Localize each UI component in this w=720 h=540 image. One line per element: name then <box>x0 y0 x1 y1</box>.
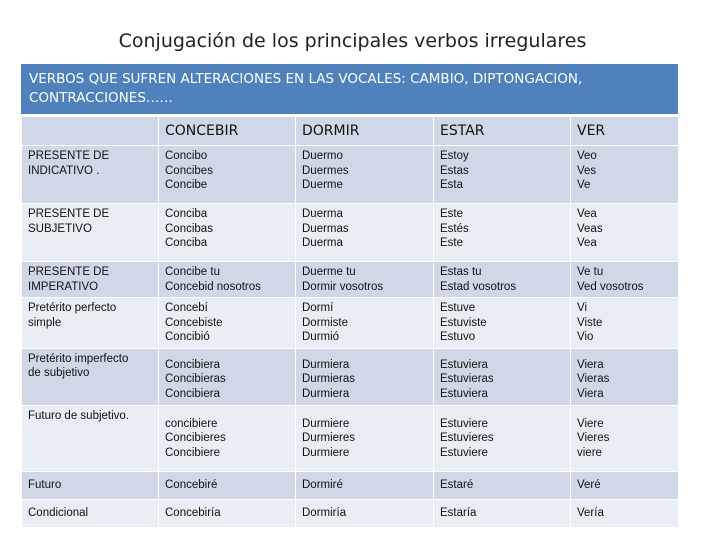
section-banner: VERBOS QUE SUFREN ALTERACIONES EN LAS VOCALES: CAMBIO, DIPTONGACION, CONTRACCIONES…… <box>21 64 678 114</box>
table-cell: Dormí Dormiste Durmió <box>296 298 434 349</box>
table-cell: Ve tu Ved vosotros <box>571 262 679 298</box>
table-cell: Estuviere Estuvieres Estuviere <box>434 405 571 471</box>
table-cell: Viere Vieres viere <box>571 405 679 471</box>
table-cell: Vea Veas Vea <box>571 204 679 262</box>
row-label: PRESENTE DE SUBJETIVO <box>22 204 159 262</box>
table-cell: Dormiré <box>296 471 434 499</box>
row-label: PRESENTE DE INDICATIVO . <box>22 146 159 204</box>
page-title: Conjugación de los principales verbos irregulares <box>118 30 587 52</box>
table-row <box>22 298 679 349</box>
table-cell: concibiere Concibieres Concibiere <box>159 405 296 471</box>
table-cell: Veré <box>571 471 679 499</box>
table-cell: Durmiere Durmieres Durmiere <box>296 405 434 471</box>
row-label: Pretérito perfecto simple <box>22 298 159 349</box>
table-cell: Concibe tu Concebid nosotros <box>159 262 296 298</box>
table-cell: Duerme tu Dormir vosotros <box>296 262 434 298</box>
table-cell: Estaría <box>434 499 571 527</box>
table-cell: Dormiría <box>296 499 434 527</box>
table-cell: Concibo Concibes Concibe <box>159 146 296 204</box>
row-label: Pretérito imperfecto de subjetivo <box>22 348 159 405</box>
table-cell: Estaré <box>434 471 571 499</box>
header-cell-concebir: CONCEBIR <box>159 117 296 146</box>
header-cell-ver: VER <box>571 117 679 146</box>
conjugation-table <box>21 116 679 528</box>
table-cell: Durmiera Durmieras Durmiera <box>296 348 434 405</box>
header-cell-dormir: DORMIR <box>296 117 434 146</box>
table-cell: Vería <box>571 499 679 527</box>
table-row <box>22 499 679 527</box>
header-cell-estar: ESTAR <box>434 117 571 146</box>
table-cell: Viera Vieras Viera <box>571 348 679 405</box>
table-cell: Concebiré <box>159 471 296 499</box>
table-cell: Estoy Estas Esta <box>434 146 571 204</box>
row-label: Futuro <box>22 471 159 499</box>
table-row <box>22 204 679 262</box>
table-row <box>22 405 679 471</box>
table-cell: Concibiera Concibieras Concibiera <box>159 348 296 405</box>
table-header-row <box>22 117 679 146</box>
row-label: Futuro de subjetivo. <box>22 405 159 471</box>
table-cell: Conciba Concibas Conciba <box>159 204 296 262</box>
table-cell: Concebiría <box>159 499 296 527</box>
table-cell: Vi Viste Vio <box>571 298 679 349</box>
table-cell: Estas tu Estad vosotros <box>434 262 571 298</box>
table-cell: Estuviera Estuvieras Estuviera <box>434 348 571 405</box>
table-cell: Concebí Concebiste Concibió <box>159 298 296 349</box>
table-cell: Este Estés Este <box>434 204 571 262</box>
table-cell: Duerma Duermas Duerma <box>296 204 434 262</box>
table-row <box>22 471 679 499</box>
table-row <box>22 262 679 298</box>
table-row <box>22 348 679 405</box>
table-row <box>22 146 679 204</box>
row-label: Condicional <box>22 499 159 527</box>
table-cell: Estuve Estuviste Estuvo <box>434 298 571 349</box>
header-cell-empty <box>22 117 159 146</box>
row-label: PRESENTE DE IMPERATIVO <box>22 262 159 298</box>
table-cell: Veo Ves Ve <box>571 146 679 204</box>
table-cell: Duermo Duermes Duerme <box>296 146 434 204</box>
